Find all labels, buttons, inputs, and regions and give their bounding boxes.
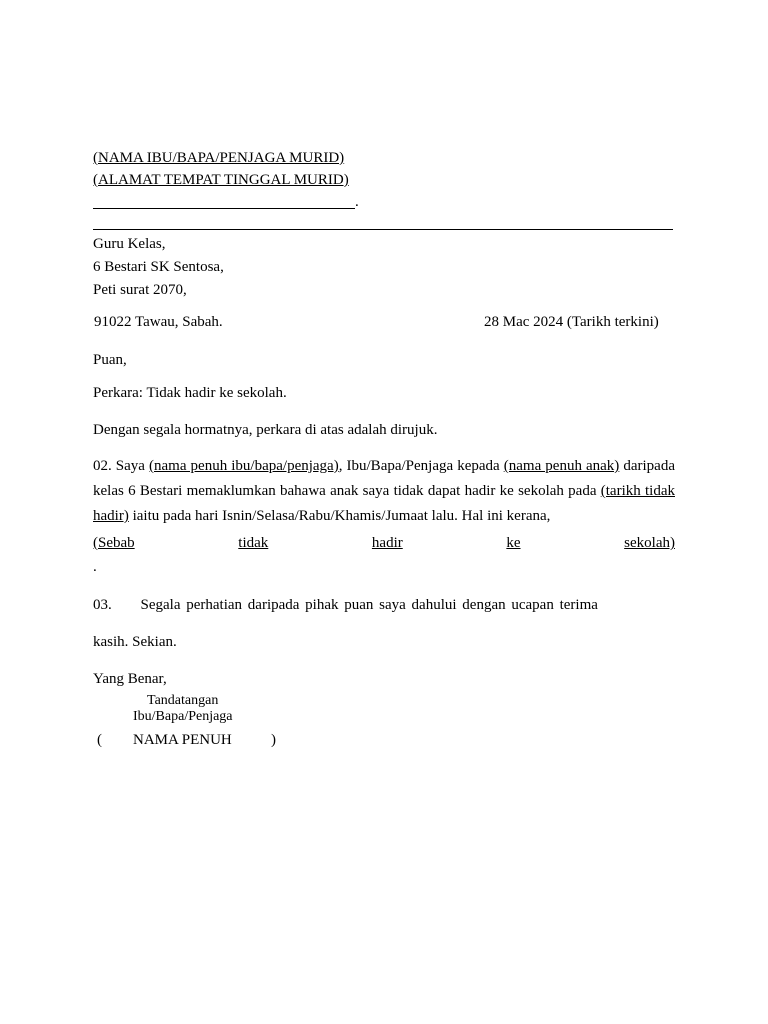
signature-close-paren: ) <box>271 732 276 748</box>
recipient-line-1: Guru Kelas, <box>93 236 166 252</box>
para2-number-saya: 02. Saya <box>93 458 150 474</box>
header-divider <box>93 229 673 230</box>
sender-address-placeholder: (ALAMAT TEMPAT TINGGAL MURID) <box>93 172 349 188</box>
absence-date-placeholder: (tarikh tidak hadir) <box>93 483 675 524</box>
closing-line: Yang Benar, <box>93 671 167 687</box>
paragraph-03-line-2: kasih. Sekian. <box>93 634 177 650</box>
signature-full-name: NAMA PENUH <box>133 732 232 748</box>
reason-word: tidak <box>238 535 269 551</box>
recipient-line-2: 6 Bestari SK Sentosa, <box>93 259 224 275</box>
reason-word: hadir <box>371 535 403 551</box>
paragraph-03-line-1: 03. Segala perhatian daripada pihak puan saya dahului dengan ucapan terima <box>93 597 598 613</box>
reason-end-dot: . <box>93 559 97 575</box>
recipient-line-3: Peti surat 2070, <box>93 282 187 298</box>
recipient-line-4: 91022 Tawau, Sabah. <box>94 314 223 330</box>
salutation: Puan, <box>93 352 127 368</box>
parent-name-placeholder: (nama penuh ibu/bapa/penjaga) <box>149 458 339 474</box>
address-blank-line <box>93 190 355 209</box>
letter-date: 28 Mac 2024 (Tarikh terkini) <box>484 314 659 330</box>
signature-open-paren: ( <box>97 732 102 748</box>
paragraph-02 <box>93 454 675 529</box>
para2-text-3: iaitu pada hari Isnin/Selasa/Rabu/Khamis/Jumaat lalu. Hal ini kerana, <box>128 508 551 524</box>
address-blank-end: . <box>355 194 359 210</box>
subject-line: Perkara: Tidak hadir ke sekolah. <box>93 385 287 401</box>
signature-label-1: Tandatangan <box>147 693 219 708</box>
sender-name-placeholder: (NAMA IBU/BAPA/PENJAGA MURID) <box>93 150 345 166</box>
child-name-placeholder: (nama penuh anak) <box>503 458 620 474</box>
absence-reason-placeholder <box>93 534 675 552</box>
opening-line: Dengan segala hormatnya, perkara di atas adalah dirujuk. <box>93 422 438 438</box>
reason-word: sekolah) <box>624 535 675 551</box>
para2-text-1: , Ibu/Bapa/Penjaga kepada <box>338 458 504 474</box>
signature-label-2: Ibu/Bapa/Penjaga <box>133 709 233 724</box>
para2-text-2: daripada kelas 6 Bestari memaklumkan bahawa anak saya tidak dapat hadir ke sekolah pada <box>93 458 676 499</box>
reason-word: (Sebab <box>93 535 135 551</box>
reason-word: ke <box>506 535 521 551</box>
